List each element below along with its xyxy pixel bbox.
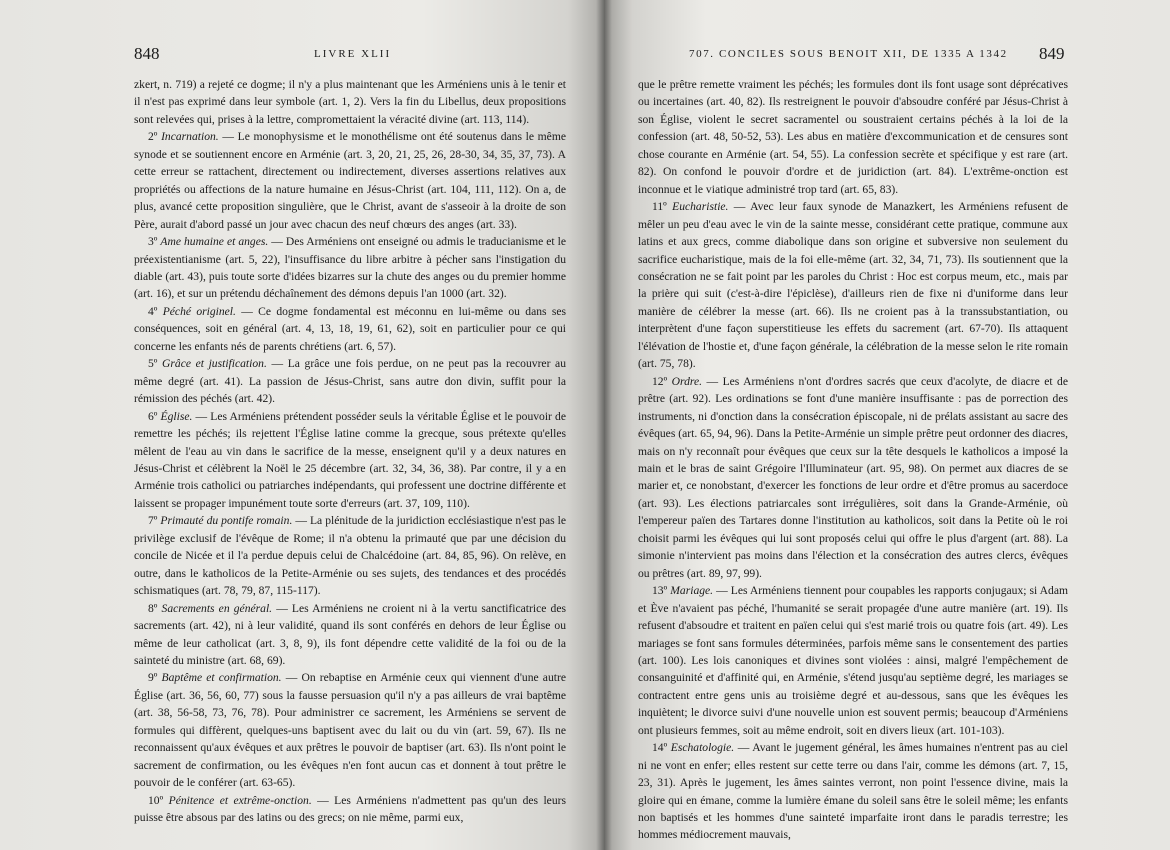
section-number: 7º — [148, 514, 161, 528]
section-number: 12º — [652, 374, 672, 388]
paragraph — [134, 512, 566, 599]
section-heading: Primauté du pontife romain. — [160, 514, 293, 528]
section-number: 13º — [652, 584, 671, 598]
paragraph-text: — Avant le jugement général, les âmes humaines n'entrent pas au ciel ni ne vont en enfer; elles restent sur cette terre ou dans l'air, comme les démons (art. 7, 15, 23, 31). Après le jugement, les âmes saintes verront, non point l'essence divine, mais la gloire qui en émane, comme la lumière émane du soleil sans être le soleil même; les enfants non baptisés et les hommes d'une sainteté imparfaite iront dans le paradis terrestre; les hommes médiocrement mauvais, — [638, 741, 1068, 842]
section-number: 10º — [148, 793, 169, 807]
paragraph — [638, 198, 1068, 373]
section-number: 6º — [148, 409, 161, 423]
paragraph — [134, 233, 566, 303]
section-heading: Ordre. — [671, 374, 703, 388]
paragraph-text: — Les Arméniens ne croient ni à la vertu sanctificatrice des sacrements (art. 42), ni à leur validité, quand ils sont conférés en dehors de leur Église ou même de leur catholicat (art. 3, 8, 9), ils font dépendre cette validité de la foi ou de la sainteté du ministre (art. 68, 69). — [134, 601, 566, 667]
section-number: 9º — [148, 671, 162, 685]
paragraph-text: — Les Arméniens prétendent posséder seuls la véritable Église et le pouvoir de remettre les péchés; ils rejettent l'Église latine comme la grecque, sous prétexte qu'elles mêlent de l'eau au vin dans le sacrifice de la messe, enseignent qu'il y a deux natures en Jésus-Christ et célèbrent la Noël le 25 décembre (art. 32, 34, 36, 38). Par contre, il y a en Arménie trois catholici ou patriarches indépendants, qui professent une doctrine différente et laissent se propager impunément toute sorte d'erreurs (art. 37, 109, 110). — [134, 409, 566, 510]
section-heading: Sacrements en général. — [161, 601, 273, 615]
paragraph-text: — Avec leur faux synode de Manazkert, les Arméniens refusent de mêler un peu d'eau avec le vin de la sainte messe, considérant cette pratique, commune aux latins et aux grecs, comme diabolique dans son origine et subversive non seulement du sacrifice eucharistique, mais de la foi elle-même (art. 32, 34, 71, 73). Ils soutiennent que la consécration ne se fait point par les paroles du Christ : Hoc est corpus meum, etc., mais par la prière qui suit (c'est-à-dire l'épiclèse), d'ailleurs rien de fixe ni d'uniforme dans leur manière de célébrer la messe (art. 66). Ils ne croient pas à la transsubstantiation, ou interprètent d'une façon superstitieuse les effets du sacrement (art. 67-70). Ils attaquent l'élévation de l'hostie et, d'une façon générale, la célébration de la messe selon le rite romain (art. 75, 78). — [638, 200, 1068, 371]
right-running-head: 707. CONCILES SOUS BENOIT XII, DE 1335 A 1342 — [689, 48, 1008, 60]
section-heading: Eschatologie. — [670, 741, 735, 755]
left-page-body — [134, 76, 566, 826]
section-number: 3º — [148, 235, 161, 249]
section-heading: Mariage. — [670, 584, 714, 598]
paragraph — [134, 303, 566, 355]
paragraph-text: — Ce dogme fondamental est méconnu en lui-même ou dans ses conséquences, soit en général (art. 4, 13, 18, 19, 61, 62), soit en particulier pour ce qui concerne les enfants nés de parents chrétiens (art. 6, 57). — [134, 304, 566, 353]
section-heading: Église. — [160, 409, 193, 423]
right-page-body — [638, 76, 1068, 844]
paragraph — [134, 76, 566, 128]
paragraph — [638, 582, 1068, 739]
paragraph-text: — La grâce une fois perdue, on ne peut pas la recouvrer au même degré (art. 41). La passion de Jésus-Christ, sans autre don divin, suffit pour la rémission des péchés (art. 42). — [134, 357, 566, 406]
section-number: 14º — [652, 741, 671, 755]
paragraph-text: — Les Arméniens tiennent pour coupables les rapports conjugaux; si Adam et Ève n'avaient pas péché, l'humanité se serait propagée d'une autre manière (art. 19). Ils refusent d'absoudre et traitent en païen celui qui s'est marié trois ou quatre fois (art. 49). Les mariages se font sans formules déterminées, parfois même sans le consentement des parties (art. 100). Les lois canoniques et divines sont violées : ainsi, malgré l'empêchement de consanguinité et d'affinité qui, en Arménie, s'étend jusqu'au septième degré, les mariages se contractent entre gens unis au troisième degré et au-dessous, sans que les évêques les inquiètent; le divorce suivi d'une nouvelle union est souvent permis; beaucoup d'Arméniens ont plusieurs femmes, soit au même endroit, soit en divers lieux (art. 101-103). — [638, 584, 1068, 737]
section-number: 8º — [148, 601, 162, 615]
left-page-number: 848 — [134, 44, 160, 63]
paragraph — [638, 373, 1068, 582]
left-running-head: LIVRE XLII — [314, 48, 392, 60]
section-heading: Ame humaine et anges. — [160, 235, 269, 249]
paragraph-text: — On rebaptise en Arménie ceux qui viennent d'une autre Église (art. 36, 56, 60, 77) sous la fausse persuasion qu'il n'y a pas ailleurs de vrai baptême (art. 38, 56-58, 73, 76, 78). Pour administrer ce sacrement, les Arméniens se servent de formules qui diffèrent, quelques-uns baptisent avec du lait ou du vin (art. 59, 67). Ils ne reconnaissent qu'aux évêques et aux prêtres le pouvoir de baptiser (art. 63). Ils n'ont point le sacrement de confirmation, ou les évêques n'en font aucun cas et donnent à tout prêtre le pouvoir de le conférer (art. 63-65). — [134, 671, 566, 790]
section-heading: Grâce et justification. — [162, 357, 267, 371]
section-number: 11º — [652, 200, 673, 214]
paragraph — [134, 355, 566, 407]
section-heading: Eucharistie. — [672, 200, 729, 214]
paragraph-text: zkert, n. 719) a rejeté ce dogme; il n'y a plus maintenant que les Arméniens unis à le tenir et il n'est pas exprimé dans leur symbole (art. 1, 2). Vers la fin du Libellus, deux propositions sont relevées qui, prises à la lettre, compromettaient la véracité divine (art. 113, 114). — [134, 78, 566, 126]
paragraph-text: — Le monophysisme et le monothélisme ont été soutenus dans le même synode et se soutiennent encore en Arménie (art. 3, 20, 21, 25, 26, 28-30, 34, 35, 37, 73). A cette erreur se rattachent, directement ou indirectement, diverses assertions relatives aux propriétés ou affections de la nature humaine en Jésus-Christ (art. 104, 111, 112). On a, de plus, avancé cette proposition singulière, que le Christ, avant de s'asseoir à la droite de son Père, aurait d'abord passé un jour avec chacun des neuf chœurs des anges (art. 33). — [134, 130, 566, 231]
paragraph-text: — Des Arméniens ont enseigné ou admis le traducianisme et le préexistentianisme (art. 5, 22), l'insuffisance du libre arbitre à pécher sans l'instigation du diable (art. 43), puis toute sorte d'idées bizarres sur la chute des anges ou du premier homme (art. 16), et sur un prétendu déchaînement des démons depuis l'an 1000 (art. 32). — [134, 235, 567, 301]
paragraph-text: que le prêtre remette vraiment les péchés; les formules dont ils font usage sont déprécatives ou incertaines (art. 40, 82). Ils restreignent le pouvoir d'absoudre conféré par Jésus-Christ à son Église, violent le secret sacramentel ou soustraient certains péchés à la loi de la confession (art. 48, 50-52, 53). Les abus en matière d'excommunication et de censures sont chose courante en Arménie (art. 54, 55). La confession secrète et spécifique y est rare (art. 82). On confond le pouvoir d'ordre et de juridiction (art. 84). L'extrême-onction est inconnue et le viatique administré trop tard (art. 65, 83). — [638, 78, 1068, 196]
paragraph-text: — Les Arméniens n'admettent pas qu'un des leurs puisse être absous par des latins ou des grecs; on nie même, parmi eux, — [134, 793, 566, 825]
right-page-number: 849 — [1039, 44, 1065, 63]
paragraph — [638, 739, 1068, 844]
section-heading: Incarnation. — [161, 130, 219, 144]
book-gutter — [596, 0, 612, 850]
paragraph — [134, 669, 566, 791]
paragraph — [134, 408, 566, 513]
paragraph-text: — La plénitude de la juridiction ecclésiastique n'est pas le privilège exclusif de l'évêque de Rome; il n'a obtenu la primauté que par une décision du concile de Nicée et il l'a perdue depuis celui de Chalcédoine (art. 84, 85, 96). On relève, en outre, dans le katholicos de la Petite-Arménie ou ses sujets, des tendances et des procédés schismatiques (art. 78, 79, 87, 115-117). — [134, 514, 566, 598]
section-heading: Péché originel. — [162, 304, 236, 318]
paragraph-text: — Les Arméniens n'ont d'ordres sacrés que ceux d'acolyte, de diacre et de prêtre (art. 92). Les ordinations se font d'une manière insuffisante : pas de porrection des instruments, ni d'onction dans la consécration épiscopale, ni de prélats assistant au sacre des évêques (art. 65, 94, 96). Dans la Petite-Arménie un simple prêtre peut ordonner des diacres, mais on n'y reconnaît pour évêques que ceux sur la tête desquels le katholicos a imposé la main et le bras de saint Grégoire l'Illuminateur (art. 95, 98). On permet aux diacres de se marier et, ce nonobstant, d'exercer les fonctions de leur ordre et d'être promus au sacerdoce (art. 93). Les élections patriarcales sont irrégulières, soit dans la Grande-Arménie, où l'empereur païen des Tartares donne l'institution au katholicos, soit dans la Petite où le roi choisit parmi les évêques qui lui sont proposés celui qui offre le plus d'argent (art. 88). La simonie n'intervient pas moins dans l'élection et la consécration des autres clercs, évêques ou prêtres (art. 89, 97, 99). — [638, 374, 1068, 580]
paragraph — [134, 792, 566, 827]
section-number: 5º — [148, 357, 163, 371]
section-heading: Pénitence et extrême-onction. — [168, 793, 312, 807]
section-number: 2º — [148, 130, 162, 144]
paragraph — [638, 76, 1068, 198]
paragraph — [134, 600, 566, 670]
paragraph — [134, 128, 566, 233]
right-page — [604, 0, 1170, 850]
section-heading: Baptême et confirmation. — [161, 671, 282, 685]
section-number: 4º — [148, 304, 163, 318]
